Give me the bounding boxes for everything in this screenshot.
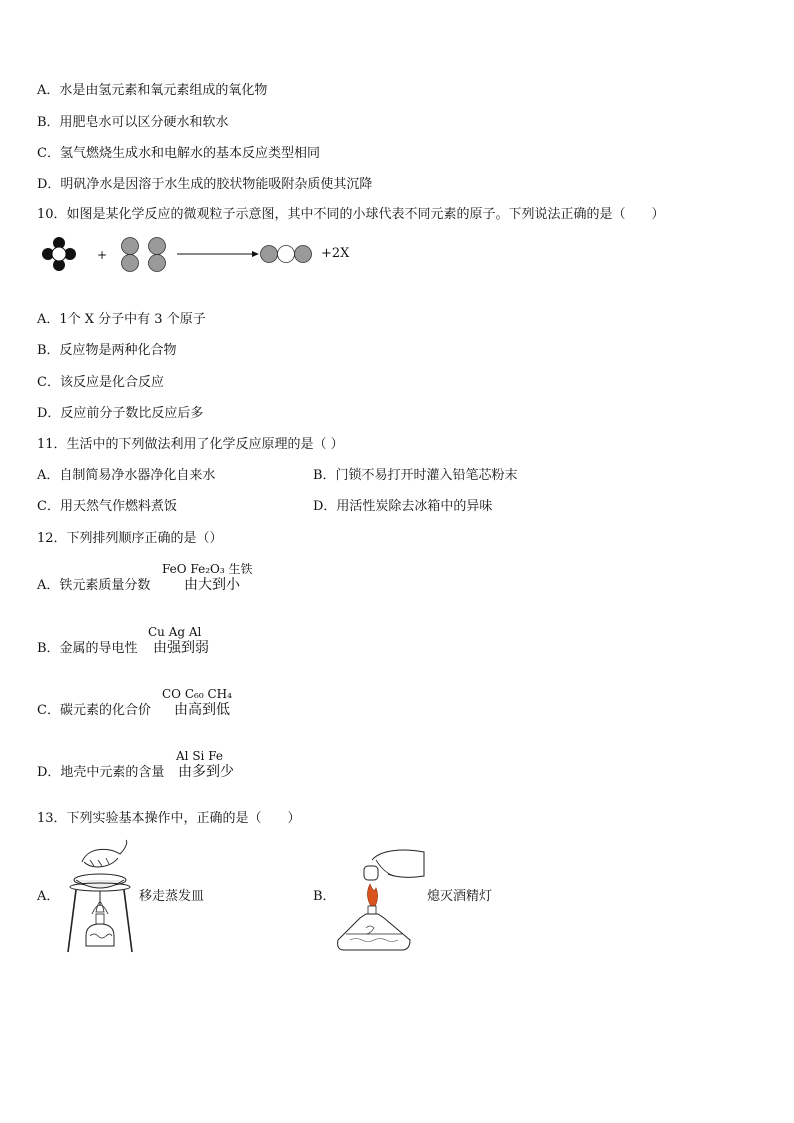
q13-stem: 13．下列实验基本操作中，正确的是（ ）	[37, 811, 301, 826]
order-text: 由大到小	[184, 577, 240, 593]
plus-sign: +	[97, 248, 108, 262]
gray-atom	[295, 246, 312, 263]
q12-option-d-label: D．地壳中元素的含量	[37, 765, 165, 780]
q13-option-a-letter: A．	[37, 889, 60, 904]
q10-option-a: A．1个 X 分子中有 3 个原子	[37, 312, 206, 327]
order-text: 由强到弱	[153, 640, 209, 656]
q11-option-c: C．用天然气作燃料煮饭	[37, 499, 177, 514]
gray-atom	[149, 238, 166, 255]
q9-option-c: C．氢气燃烧生成水和电解水的基本反应类型相同	[37, 146, 320, 161]
reactant-molecule-1	[42, 237, 76, 271]
q10-option-c: C．该反应是化合反应	[37, 375, 164, 390]
q13-option-a-caption: 移走蒸发皿	[139, 889, 205, 904]
q12-option-a-order	[162, 563, 252, 594]
white-atom	[52, 247, 66, 261]
q13-option-b-caption: 熄灭酒精灯	[427, 889, 493, 904]
reaction-svg	[0, 232, 794, 292]
q10-stem: 10．如图是某化学反应的微观粒子示意图，其中不同的小球代表不同元素的原子。下列说法正确的是（ ）	[37, 207, 665, 222]
q12-option-d-order	[176, 750, 234, 781]
q9-option-a: A．水是由氢元素和氧元素组成的氧化物	[37, 83, 268, 98]
q11-stem: 11．生活中的下列做法利用了化学反应原理的是（ ）	[37, 437, 344, 452]
series-text: Al Si Fe	[176, 749, 223, 763]
q11-option-d: D．用活性炭除去冰箱中的异味	[313, 499, 493, 514]
q11-option-b: B．门锁不易打开时灌入铅笔芯粉末	[313, 468, 518, 483]
reaction-arrow	[177, 251, 259, 257]
q11-option-a: A．自制简易净水器净化自来水	[37, 468, 216, 483]
white-atom	[278, 246, 295, 263]
q12-stem: 12．下列排列顺序正确的是（）	[37, 531, 223, 546]
q12-option-c-label: C．碳元素的化合价	[37, 703, 151, 718]
series-text: Cu Ag Al	[148, 625, 202, 639]
gray-atom	[122, 238, 139, 255]
q12-option-a-label: A．铁元素质量分数	[37, 578, 151, 593]
product-label: +2X	[321, 246, 350, 261]
reactant-molecule-2	[122, 238, 166, 272]
q12-option-b-order	[148, 626, 209, 657]
q9-option-b: B．用肥皂水可以区分硬水和软水	[37, 115, 229, 130]
q12-option-b-label: B．金属的导电性	[37, 641, 138, 656]
product-molecule	[261, 246, 312, 263]
series-text: FeO Fe₂O₃ 生铁	[162, 562, 253, 576]
order-text: 由高到低	[174, 702, 230, 718]
gray-atom	[122, 255, 139, 272]
q9-option-d: D．明矾净水是因溶于水生成的胶状物能吸附杂质使其沉降	[37, 177, 373, 192]
q13-option-b-letter: B．	[313, 889, 336, 904]
gray-atom	[149, 255, 166, 272]
q10-option-b: B．反应物是两种化合物	[37, 343, 177, 358]
gray-atom	[261, 246, 278, 263]
order-text: 由多到少	[178, 764, 234, 780]
series-text: CO C₆₀ CH₄	[162, 687, 232, 701]
q12-option-c-order	[162, 688, 232, 719]
q10-option-d: D．反应前分子数比反应后多	[37, 406, 204, 421]
